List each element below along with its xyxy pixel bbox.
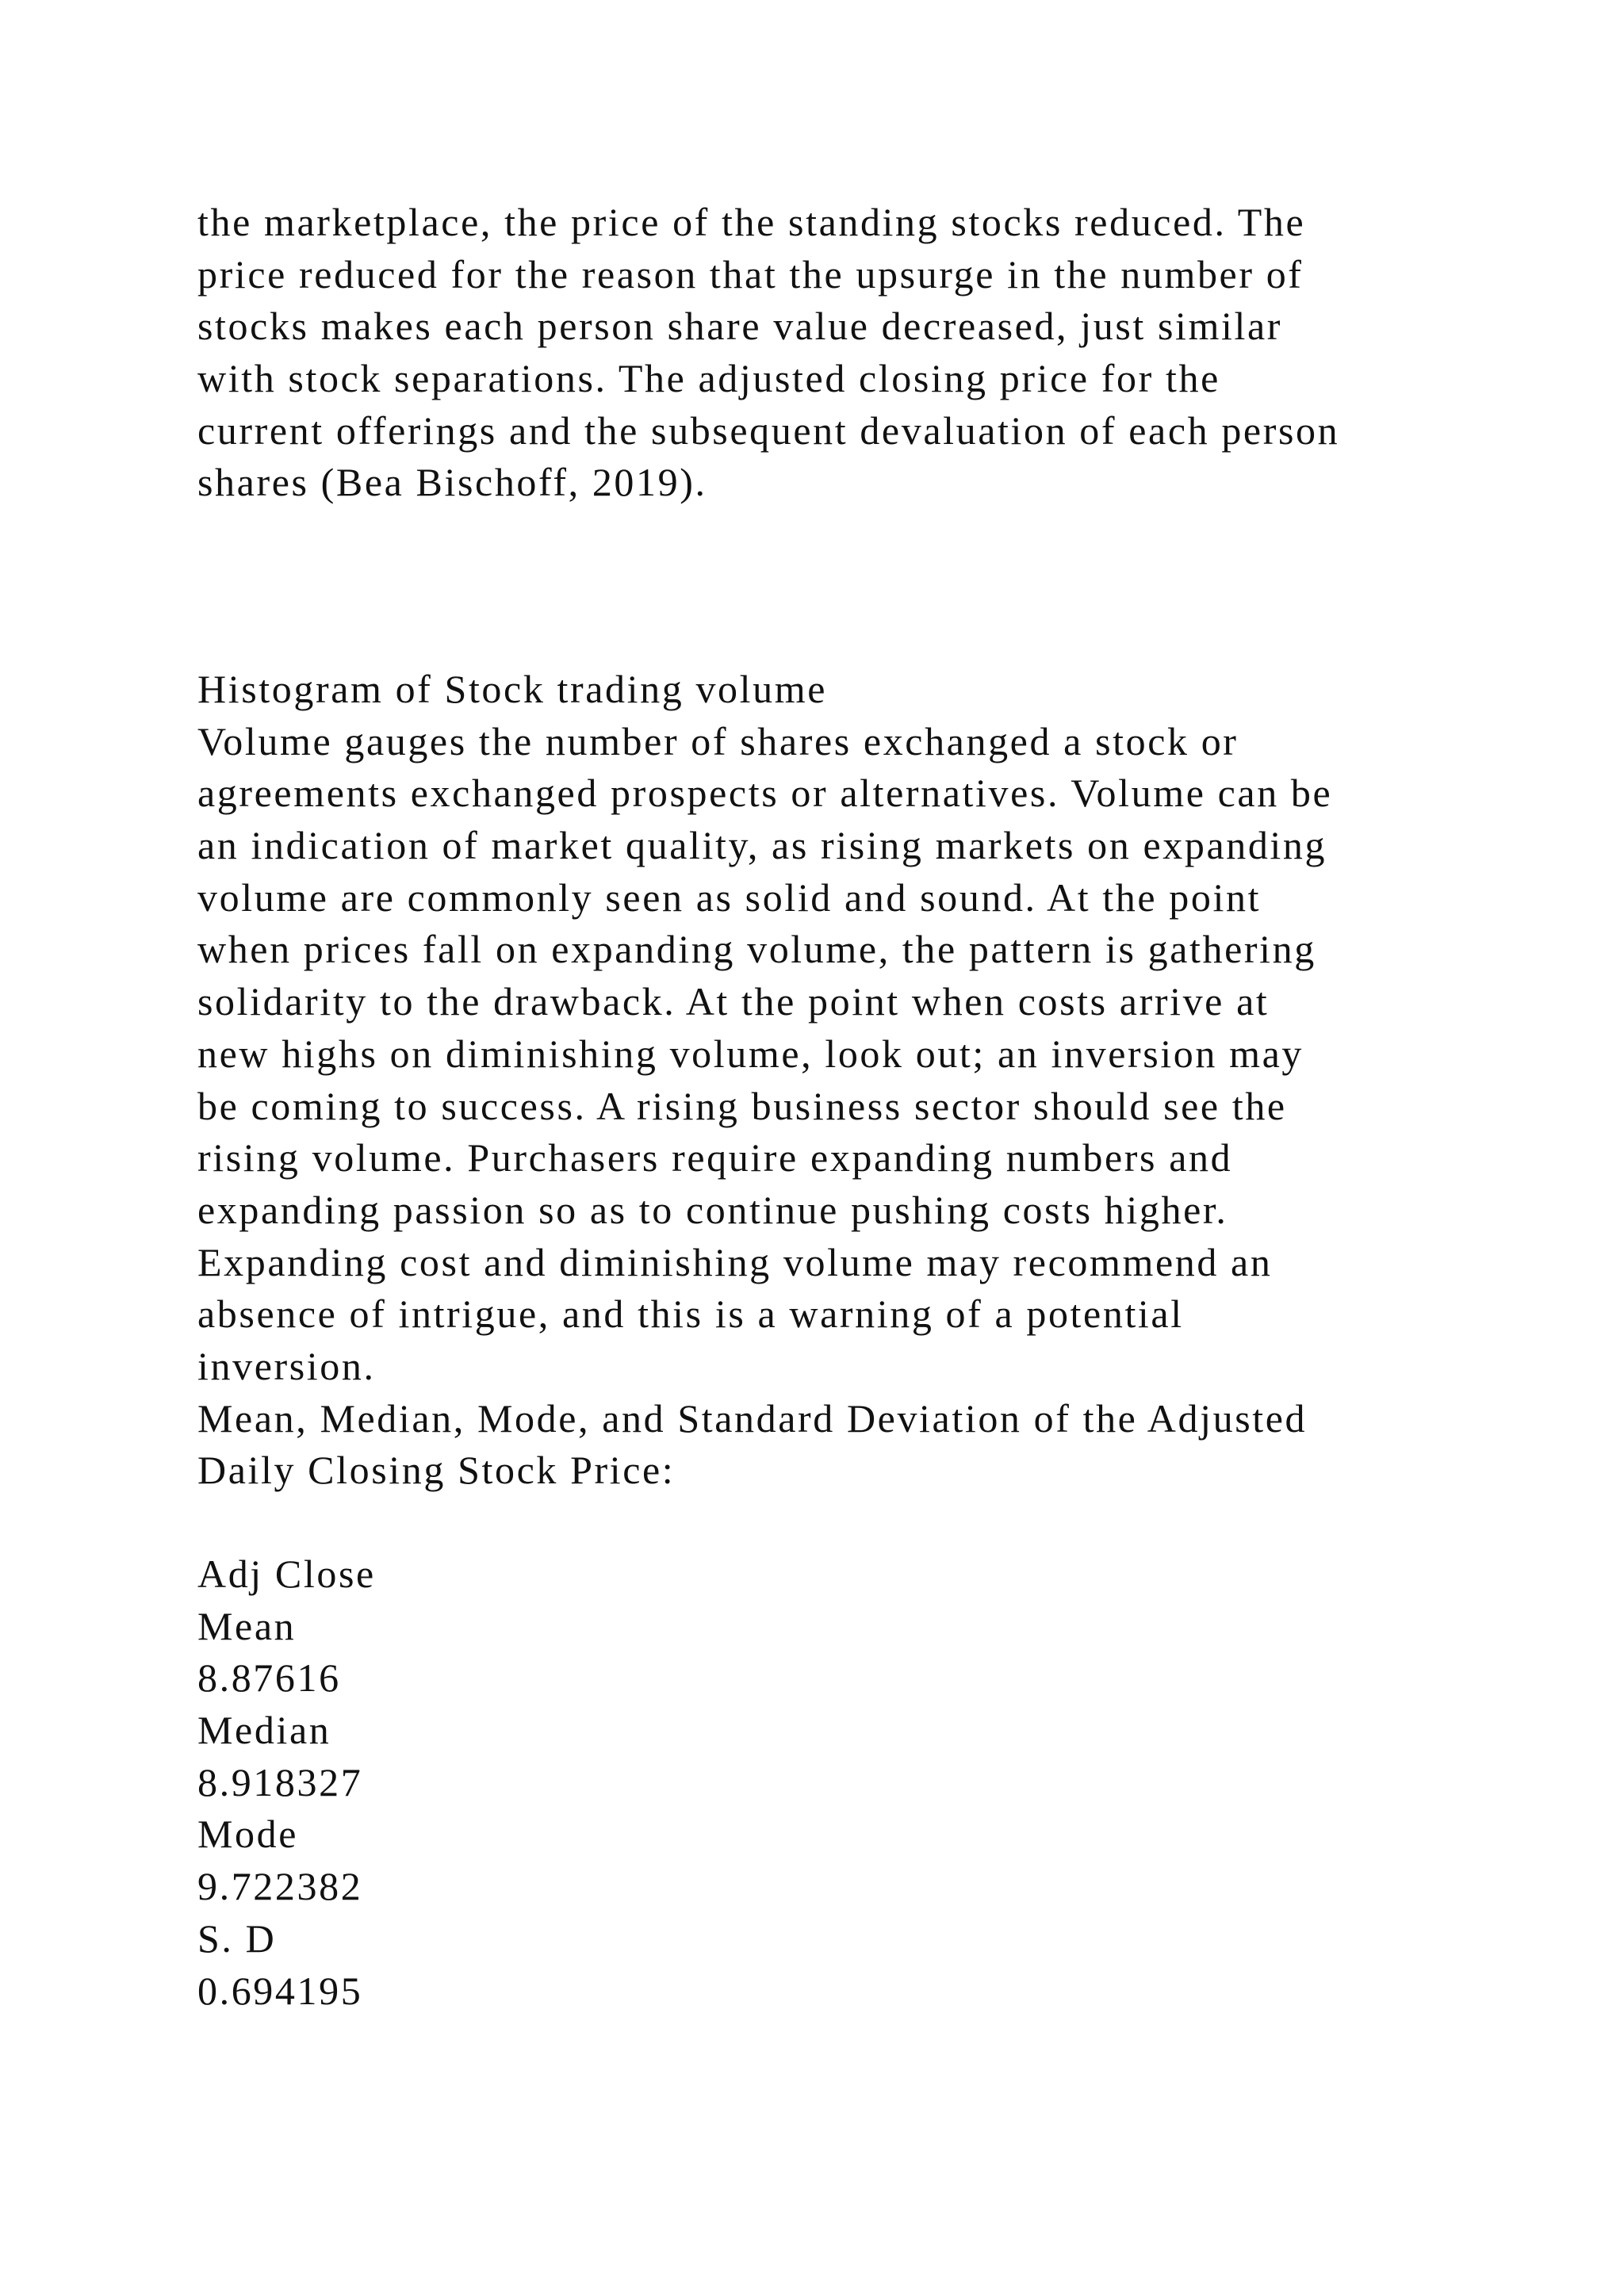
stats-heading-line: Mean, Median, Mode, and Standard Deviation of the Adjusted <box>197 1395 1308 1441</box>
paragraph-line: stocks makes each person share value decreased, just similar <box>197 304 1283 349</box>
paragraph-line: rising volume. Purchasers require expanding numbers and <box>197 1135 1233 1181</box>
paragraph-line: solidarity to the drawback. At the point when costs arrive at <box>197 979 1270 1024</box>
paragraph-line: agreements exchanged prospects or alternatives. Volume can be <box>197 771 1333 816</box>
stat-value-mode: 9.722382 <box>197 1864 363 1909</box>
stat-label-mean: Mean <box>197 1603 297 1648</box>
stat-label-mode: Mode <box>197 1812 299 1857</box>
paragraph-line: with stock separations. The adjusted closing price for the <box>197 356 1220 401</box>
paragraph-line: current offerings and the subsequent devaluation of each person <box>197 408 1340 453</box>
paragraph-line: volume are commonly seen as solid and sound. At the point <box>197 874 1262 920</box>
paragraph-line: shares (Bea Bischoff, 2019). <box>197 460 707 505</box>
paragraph-line: the marketplace, the price of the standing stocks reduced. The <box>197 200 1306 244</box>
stat-label-median: Median <box>197 1708 331 1753</box>
section-heading: Histogram of Stock trading volume <box>197 667 828 711</box>
paragraph-line: when prices fall on expanding volume, the pattern is gathering <box>197 927 1316 972</box>
paragraph-line: inversion. <box>197 1343 376 1388</box>
paragraph-line: price reduced for the reason that the upsurge in the number of <box>197 251 1304 297</box>
stat-value-sd: 0.694195 <box>197 1968 363 2013</box>
stat-label-sd: S. D <box>197 1915 277 1961</box>
intro-paragraph <box>197 197 1545 509</box>
paragraph-line: expanding passion so as to continue pushing costs higher. <box>197 1187 1228 1232</box>
paragraph-line: Expanding cost and diminishing volume may recommend an <box>197 1239 1273 1284</box>
paragraph-line: be coming to success. A rising business sector should see the <box>197 1083 1287 1128</box>
paragraph-line: absence of intrigue, and this is a warning of a potential <box>197 1292 1184 1337</box>
paragraph-line: new highs on diminishing volume, look out; an inversion may <box>197 1031 1304 1076</box>
stat-value-mean: 8.87616 <box>197 1655 341 1701</box>
paragraph-line: Volume gauges the number of shares exchanged a stock or <box>197 718 1239 763</box>
histogram-section <box>197 664 1545 1497</box>
paragraph-line: an indication of market quality, as rising markets on expanding <box>197 823 1327 868</box>
stats-table <box>197 1548 1545 2017</box>
stats-table-header: Adj Close <box>197 1552 376 1596</box>
stat-value-median: 8.918327 <box>197 1759 363 1804</box>
stats-heading-line: Daily Closing Stock Price: <box>197 1448 676 1493</box>
